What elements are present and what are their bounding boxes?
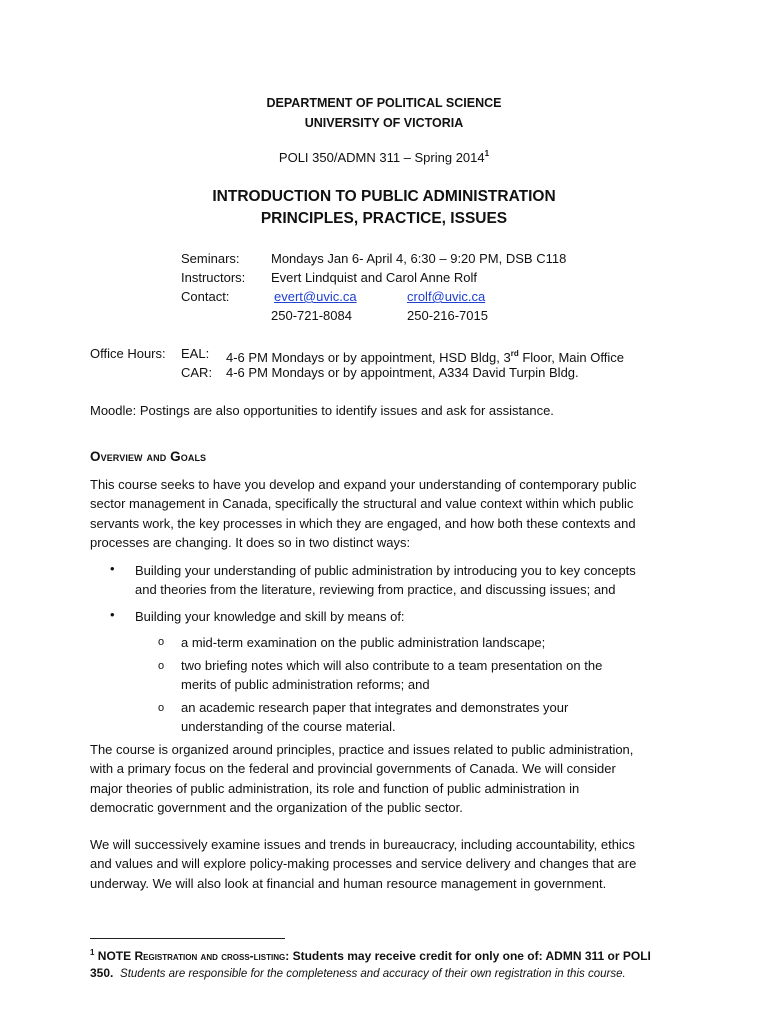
email-link-crolf[interactable]: crolf@uvic.ca <box>407 289 486 304</box>
footnote-ref: 1 <box>484 149 490 158</box>
seminars-value: Mondays Jan 6- April 4, 6:30 – 9:20 PM, DSB C118 <box>271 251 567 266</box>
footnote-responsibility-text: Students are responsible for the completeness and accuracy of their own registration in this course. <box>120 968 626 980</box>
footnote-course-number: 350. <box>90 966 114 980</box>
sub-item-research-paper: an academic research paper that integrates and demonstrates your understanding of the course material. <box>181 700 569 735</box>
sub-bullet-mark: o <box>158 702 165 714</box>
car-office-hours: 4-6 PM Mondays or by appointment, A334 David Turpin Bldg. <box>226 365 579 380</box>
eal-label: EAL: <box>181 346 210 361</box>
bullet-understanding: Building your understanding of public administration by introducing you to key concepts and theories from the literature, reviewing from practice, and discussing issues; and <box>135 563 636 598</box>
phone-evert: 250-721-8084 <box>271 308 352 323</box>
course-code <box>0 149 768 165</box>
seminars-label: Seminars: <box>181 251 240 266</box>
sub-bullet-mark: o <box>158 636 165 648</box>
footnote-registration-label: Registration and cross-listing <box>134 949 286 963</box>
title-line-1: INTRODUCTION TO PUBLIC ADMINISTRATION <box>212 188 556 205</box>
instructors-value: Evert Lindquist and Carol Anne Rolf <box>271 270 477 285</box>
overview-paragraph-2: The course is organized around principles, practice and issues related to public administration, with a primary focus on the federal and provincial governments of Canada. We will consider major theories of public administration, its role and function of public administration in democratic government and the organization of the public sector. <box>90 742 634 815</box>
sub-item-briefing-notes: two briefing notes which will also contribute to a team presentation on the merits of public administration reforms; and <box>181 658 603 693</box>
contact-label: Contact: <box>181 289 230 304</box>
footnote-number: 1 <box>90 948 95 957</box>
office-hours-label: Office Hours: <box>90 346 166 361</box>
department-header <box>0 93 768 133</box>
footnote-divider <box>90 938 285 939</box>
course-title <box>0 186 768 230</box>
footnote-note-label: NOTE <box>97 949 132 963</box>
overview-intro: This course seeks to have you develop and expand your understanding of contemporary public sector management in Canada, specifically the structural and value context within which public servants work, the key processes in which they are engaged, and how both these contexts and processes are changing. It does so in two distinct ways: <box>90 477 637 550</box>
university-name: UNIVERSITY OF VICTORIA <box>304 116 464 130</box>
course-code-text: POLI 350/ADMN 311 – Spring 2014 <box>278 150 485 165</box>
bullet-mark: • <box>110 607 115 622</box>
department-name: DEPARTMENT OF POLITICAL SCIENCE <box>266 96 502 110</box>
overview-paragraph-3: We will successively examine issues and trends in bureaucracy, including accountability, ethics and values and will explore policy-making processes and service delivery and changes that are underway. We will also look at financial and human resource management in government. <box>90 837 637 891</box>
phone-crolf: 250-216-7015 <box>407 308 488 323</box>
sub-bullet-mark: o <box>158 660 165 672</box>
title-line-2: PRINCIPLES, PRACTICE, ISSUES <box>260 210 508 227</box>
instructors-label: Instructors: <box>181 270 246 285</box>
bullet-knowledge: Building your knowledge and skill by means of: <box>135 609 405 624</box>
footnote <box>90 944 690 983</box>
eal-office-hours: 4-6 PM Mondays or by appointment, HSD Bldg, 3rd Floor, Main Office <box>226 349 624 365</box>
footnote-credit-text: : Students may receive credit for only one of: ADMN 311 or POLI <box>285 949 651 963</box>
bullet-mark: • <box>110 561 115 576</box>
moodle-note: Moodle: Postings are also opportunities to identify issues and ask for assistance. <box>90 403 554 418</box>
email-link-evert[interactable]: evert@uvic.ca <box>274 289 357 304</box>
car-label: CAR: <box>181 365 213 380</box>
sub-item-midterm: a mid-term examination on the public administration landscape; <box>181 635 546 650</box>
section-heading-overview: Overview and Goals <box>90 449 207 464</box>
